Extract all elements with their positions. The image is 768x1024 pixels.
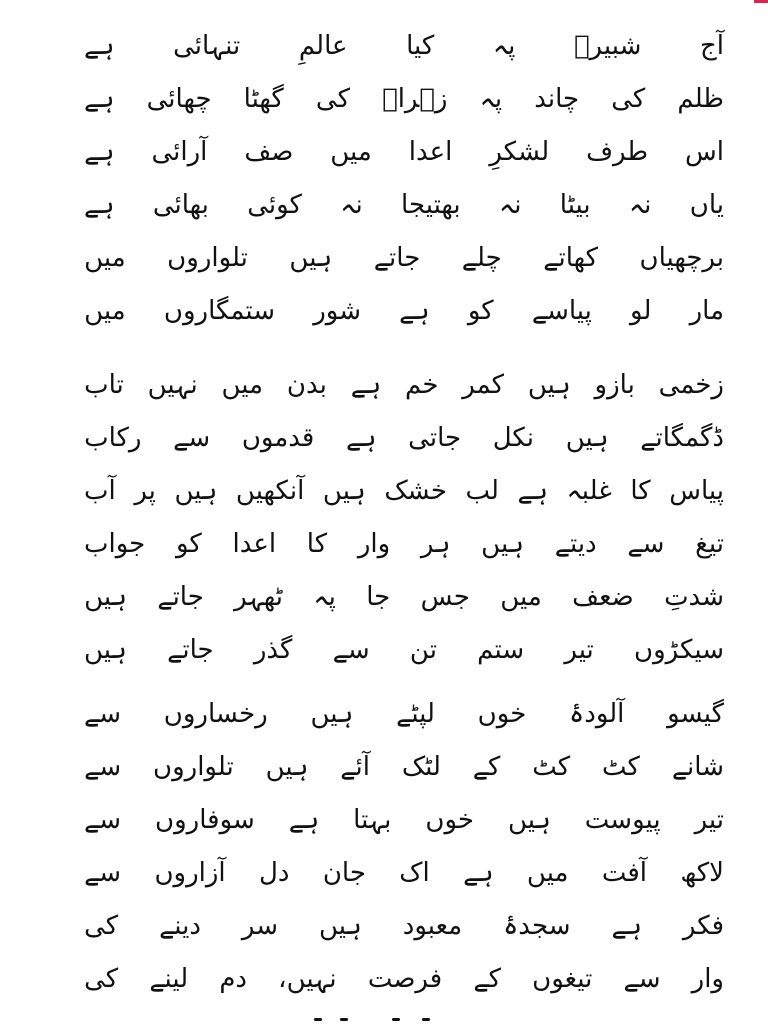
poem-word: پہ bbox=[492, 31, 516, 61]
poem-word: ہیں bbox=[265, 752, 309, 782]
poem-word: سے bbox=[173, 423, 211, 453]
poem-word: اعدا bbox=[408, 137, 453, 167]
poem-word: وار bbox=[691, 964, 724, 994]
poem-line bbox=[84, 741, 724, 794]
poem-word: کو bbox=[175, 529, 202, 559]
poem-word: اس bbox=[685, 137, 724, 167]
poem-word: طرف bbox=[586, 137, 649, 167]
poem-word: غلبہ bbox=[566, 476, 612, 506]
poem-line bbox=[84, 285, 724, 338]
poem-word: صف bbox=[244, 137, 294, 167]
poem-word: بدن bbox=[286, 370, 327, 400]
poem-word: ہیں bbox=[84, 635, 127, 665]
poem-word: سجدۂ bbox=[503, 911, 571, 941]
poem-line bbox=[84, 794, 724, 847]
poem-word: تن bbox=[409, 635, 437, 665]
poem-word: آلودۂ bbox=[569, 699, 625, 729]
poem-line bbox=[84, 232, 724, 285]
poem-line bbox=[84, 465, 724, 518]
poem-word: کی bbox=[84, 911, 119, 941]
poem-line bbox=[84, 359, 724, 412]
poem-word: ہیں bbox=[318, 911, 362, 941]
stanza-3 bbox=[84, 688, 724, 1006]
poem-word: سے bbox=[84, 699, 122, 729]
poem-word: ہیں bbox=[507, 805, 551, 835]
poem-word: ہے bbox=[84, 190, 115, 220]
poem-word: نہیں bbox=[147, 370, 198, 400]
poem-word: پہ bbox=[479, 84, 503, 114]
poem-word: کا bbox=[306, 529, 328, 559]
poem-word: کی bbox=[611, 84, 646, 114]
poem-word: پہ bbox=[313, 582, 336, 612]
poem-word: چاند bbox=[534, 84, 580, 114]
poem-word: ہے bbox=[517, 476, 548, 506]
stanza-2 bbox=[84, 359, 724, 677]
poem-word: ہے bbox=[346, 423, 377, 453]
poem-word: میں bbox=[221, 370, 264, 400]
poem-word: برچھیاں bbox=[639, 243, 724, 273]
poem-word: عالمِ bbox=[298, 31, 348, 61]
poem-word: تاب bbox=[84, 370, 124, 400]
poem-word: ہیں bbox=[310, 699, 354, 729]
poem-line bbox=[84, 179, 724, 232]
poem-word: رخساروں bbox=[163, 699, 268, 729]
poem-word: لشکرِ bbox=[489, 137, 550, 167]
poem-word: بھتیجا bbox=[401, 190, 461, 220]
poem-word: تنہائی bbox=[173, 31, 241, 61]
poem-word: گھٹا bbox=[243, 84, 284, 114]
poem-word: ہے bbox=[350, 370, 382, 400]
poem-word: سیکڑوں bbox=[634, 635, 724, 665]
poem-word: پر bbox=[134, 476, 156, 506]
poem-word: فکر bbox=[682, 911, 724, 941]
poem-word: لب bbox=[465, 476, 499, 506]
poem-word: ہر bbox=[420, 529, 451, 559]
poem-word: لاکھ bbox=[680, 858, 724, 888]
poem-word: چھائی bbox=[146, 84, 212, 114]
poem-word: سے bbox=[623, 964, 661, 994]
poem-word: آج bbox=[699, 31, 724, 61]
poem-word: سے bbox=[84, 805, 122, 835]
poem-word: کوئی bbox=[247, 190, 302, 220]
poem-word: شبیرؑ bbox=[573, 31, 642, 61]
poem-word: سے bbox=[627, 529, 665, 559]
poem-word: لینے bbox=[149, 964, 189, 994]
poem-word: سوفاروں bbox=[155, 805, 255, 835]
poem-word: کے bbox=[473, 964, 501, 994]
poem-word: میں bbox=[84, 243, 126, 273]
poem-line bbox=[84, 20, 724, 73]
poem-line bbox=[84, 624, 724, 677]
poem-word: جاتے bbox=[373, 243, 421, 273]
poem-word: ہے bbox=[399, 296, 430, 326]
poem-word: ہے bbox=[288, 805, 320, 835]
poem-word: ہیں bbox=[289, 243, 333, 273]
poem-word: آئے bbox=[340, 752, 370, 782]
poem-word: ضعف bbox=[572, 582, 634, 612]
poem-word: لو bbox=[630, 296, 652, 326]
poem-word: آنکھیں bbox=[235, 476, 305, 506]
poem-word: سے bbox=[332, 635, 370, 665]
poem-word: خوں bbox=[425, 805, 474, 835]
poem-word: جاتے bbox=[167, 635, 214, 665]
poem-word: ہے bbox=[84, 84, 115, 114]
poem-word: ہیں bbox=[527, 370, 571, 400]
poem-word: رکاب bbox=[84, 423, 142, 453]
poem-word: دیتے bbox=[554, 529, 597, 559]
poem-word: ہے bbox=[611, 911, 642, 941]
poem-word: شدتِ bbox=[664, 582, 724, 612]
stanza-1 bbox=[84, 20, 724, 338]
poem-word: کے bbox=[472, 752, 501, 782]
poem-line bbox=[84, 847, 724, 900]
poem-word: بھائی bbox=[152, 190, 209, 220]
poem-word: تلواروں bbox=[167, 243, 248, 273]
poem-word: میں bbox=[526, 858, 569, 888]
poem-word: ستم bbox=[477, 635, 525, 665]
poem-word: تلواروں bbox=[152, 752, 234, 782]
poem-word: کی bbox=[84, 964, 119, 994]
poem-word: دل bbox=[259, 858, 290, 888]
poem-line bbox=[84, 571, 724, 624]
poem-word: زخمی bbox=[658, 370, 724, 400]
poem-word: میں bbox=[500, 582, 542, 612]
poem-word: نہ bbox=[340, 190, 363, 220]
poem-word: نہ bbox=[628, 190, 652, 220]
poem-word: ہیں bbox=[322, 476, 366, 506]
poem-word: ہیں bbox=[84, 582, 127, 612]
poem-word: ٹھہر bbox=[234, 582, 283, 612]
poem-word: کٹ bbox=[532, 752, 571, 782]
poem-word: دم bbox=[219, 964, 248, 994]
poem-word: تیغ bbox=[695, 529, 724, 559]
poem-word: آزاروں bbox=[154, 858, 226, 888]
poem-word: ہیں bbox=[565, 423, 609, 453]
poem-word: قدموں bbox=[241, 423, 315, 453]
poem-word: پیاس bbox=[669, 476, 724, 506]
poem-word: بیٹا bbox=[559, 190, 591, 220]
poem-word: ہیں bbox=[481, 529, 525, 559]
poem-word: جاتے bbox=[157, 582, 204, 612]
poem-word: نہ bbox=[498, 190, 522, 220]
poem-word: پیوست bbox=[584, 805, 661, 835]
poem-word: ستمگاروں bbox=[163, 296, 276, 326]
poem-word: سے bbox=[84, 858, 122, 888]
poem-word: بازو bbox=[594, 370, 635, 400]
poem-word: کیا bbox=[406, 31, 435, 61]
poem-word: سر bbox=[241, 911, 279, 941]
cut-off-next-line-fragment bbox=[300, 1010, 440, 1024]
poem-word: آفت bbox=[601, 858, 648, 888]
poem-word: کی bbox=[315, 84, 350, 114]
poem-line bbox=[84, 73, 724, 126]
poem-word: ظلم bbox=[677, 84, 724, 114]
poem-word: دینے bbox=[159, 911, 201, 941]
poem-word: یاں bbox=[689, 190, 724, 220]
poem-word: لٹک bbox=[401, 752, 441, 782]
poem-word: ہے bbox=[463, 858, 494, 888]
poem-word: جا bbox=[366, 582, 391, 612]
poem-word: کو bbox=[467, 296, 494, 326]
poem-word: کا bbox=[630, 476, 651, 506]
poem-word: جواب bbox=[84, 529, 146, 559]
poem-line bbox=[84, 518, 724, 571]
poem-word: کٹ bbox=[602, 752, 640, 782]
poem-word: ہے bbox=[84, 31, 115, 61]
poem-word: لپٹے bbox=[396, 699, 435, 729]
poem-word: نہیں، bbox=[278, 964, 337, 994]
poem-word: میں bbox=[330, 137, 372, 167]
poem-word: آرائی bbox=[151, 137, 208, 167]
poem-word: اک bbox=[399, 858, 430, 888]
poem-word: کمر bbox=[462, 370, 505, 400]
poem-word: مار bbox=[689, 296, 724, 326]
poem-word: میں bbox=[84, 296, 126, 326]
poem-word: نکل bbox=[492, 423, 535, 453]
poem-word: تیر bbox=[694, 805, 724, 835]
corner-accent-mark bbox=[754, 0, 768, 3]
poem-word: گذر bbox=[253, 635, 293, 665]
poem-word: شانے bbox=[671, 752, 724, 782]
poem-word: معبود bbox=[402, 911, 463, 941]
poem-line bbox=[84, 412, 724, 465]
poem-word: بہتا bbox=[353, 805, 392, 835]
poem-word: تیغوں bbox=[532, 964, 593, 994]
poem-word: شور bbox=[313, 296, 361, 326]
poem-word: جس bbox=[420, 582, 470, 612]
poem-word: ڈگمگاتے bbox=[640, 423, 724, 453]
poem-word: خم bbox=[405, 370, 439, 400]
poem-word: چلے bbox=[461, 243, 502, 273]
poem-word: سے bbox=[84, 752, 122, 782]
poem-word: گیسو bbox=[667, 699, 724, 729]
poem-word: جان bbox=[322, 858, 366, 888]
poem-word: اعدا bbox=[232, 529, 277, 559]
poem-word: جاتی bbox=[408, 423, 462, 453]
poem-word: خوں bbox=[477, 699, 527, 729]
poem-word: آب bbox=[84, 476, 116, 506]
poem-word: وار bbox=[357, 529, 391, 559]
poem-word: کھاتے bbox=[543, 243, 598, 273]
poem-word: خشک bbox=[384, 476, 447, 506]
poem-word: زہراؑ bbox=[382, 84, 448, 114]
poem-line bbox=[84, 126, 724, 179]
poem-line bbox=[84, 900, 724, 953]
poem-word: تیر bbox=[564, 635, 594, 665]
poem-line bbox=[84, 688, 724, 741]
poem-word: ہیں bbox=[174, 476, 218, 506]
poem-word: پیاسے bbox=[531, 296, 592, 326]
poem-word: ہے bbox=[84, 137, 115, 167]
poem-line bbox=[84, 953, 724, 1006]
poem-word: فرصت bbox=[367, 964, 443, 994]
